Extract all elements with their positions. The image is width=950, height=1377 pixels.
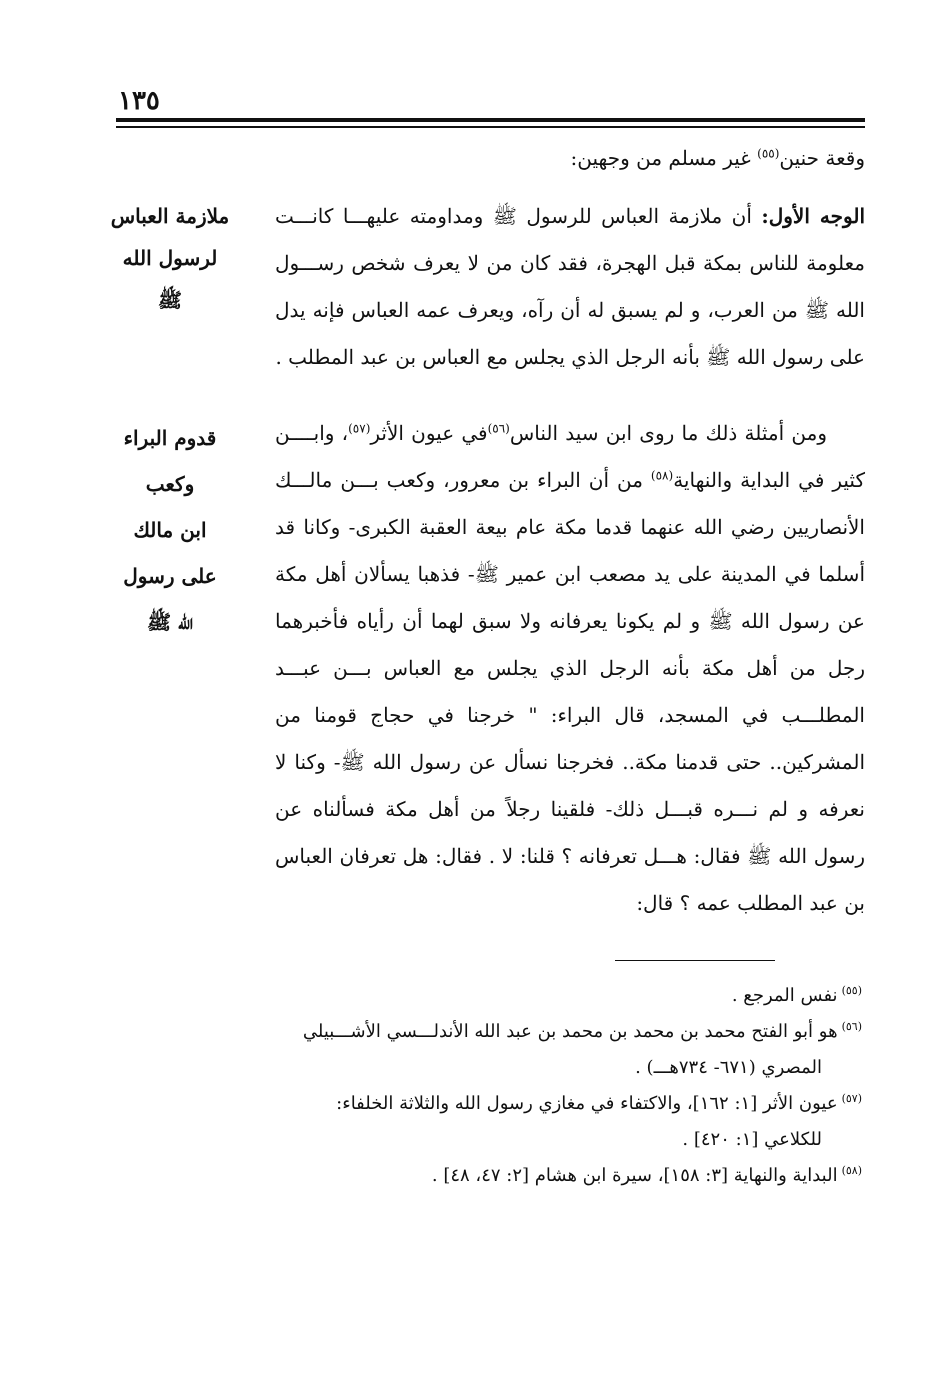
page-number: ١٣٥	[118, 86, 160, 116]
footnote-text: نفس المرجع .	[731, 985, 838, 1006]
intro-text: وقعة حنين	[779, 146, 865, 170]
paragraph-lead: الوجه الأول:	[761, 204, 865, 228]
margin-note-line: ملازمة العباس	[110, 204, 230, 228]
margin-note-line: وكعب	[145, 472, 195, 496]
footnote-57-continued: للكلاعي [١: ٤٢٠] .	[682, 1129, 822, 1150]
margin-note-line: الله ﷺ	[146, 610, 194, 634]
footnote-58	[272, 1158, 862, 1194]
footnote-mark: (٥٦)	[841, 1020, 862, 1033]
paragraph2-part1: ومن أمثلة ذلك ما روى ابن سيد الناس	[509, 421, 827, 445]
margin-note-line: ابن مالك	[133, 518, 207, 542]
footnote-text: البداية والنهاية [٣: ١٥٨]، سيرة ابن هشام [٢: ٤٧، ٤٨] .	[431, 1165, 838, 1186]
footnote-ref-58[interactable]: (٥٨)	[650, 468, 674, 483]
paragraph-examples	[275, 410, 865, 927]
margin-note-line: على رسول	[123, 564, 217, 588]
footnote-separator	[615, 960, 775, 961]
footnote-mark: (٥٥)	[841, 984, 862, 997]
footnotes	[272, 978, 862, 1194]
paragraph2-part4: من أن البراء بن معرور، وكعب بـــن مالـــك الأنصاريين رضي الله عنهما قدما مكة عام بيعة العقبة الكبرى- وكانا قد أسلما في المدينة على يد مصعب ابن عمير ﷺ- فذهبا يسألان أهل مكة عن رسول الله ﷺ و لم يكونا يعرفانه ولا سبق لهما أن رأياه فأخبرهما رجل من أهل مكة بأنه الرجل الذي يجلس مع العباس بـــن عبـــد المطلـــب في المسجد، قال البراء: " خرجنا في حجاج قومنا من المشركين.. حتى قدمنا مكة.. فخرجنا نسأل عن رسول الله ﷺ- وكنا لا نعرفه و لم نـــره قبـــل ذلك- فلقينا رجلاً من أهل مكة فسألناه عن رسول الله ﷺ فقال: هـــل تعرفانه ؟ قلنا: لا . فقال: هل تعرفان العباس بن عبد المطلب عمه ؟ قال:	[275, 468, 865, 915]
paragraph-first-aspect	[275, 193, 865, 381]
paragraph2-part2: في عيون الأثر	[370, 421, 488, 445]
margin-note-baraa-kaab	[105, 415, 235, 645]
margin-note-line: ﷺ	[157, 288, 183, 312]
margin-note-abbas	[105, 195, 235, 321]
footnote-ref-56[interactable]: (٥٦)	[487, 421, 510, 436]
footnote-ref-55[interactable]: (٥٥)	[757, 146, 780, 161]
paragraph1-text: أن ملازمة العباس للرسول ﷺ ومداومته عليهـــا كانـــت معلومة للناس بمكة قبل الهجرة، فقد كان من لا يعرف شخص رســـول الله ﷺ من العرب، و لم يسبق له أن رآه، ويعرف عمه العباس فإنه يدل على رسول الله ﷺ بأنه الرجل الذي يجلس مع العباس بن عبد المطلب .	[275, 204, 865, 369]
footnote-mark: (٥٧)	[841, 1092, 862, 1105]
footnote-55	[272, 978, 862, 1014]
paragraph2-part3: ، وابــــن كثير في البداية والنهاية	[275, 421, 865, 492]
header-rule-thick	[116, 118, 865, 122]
header-rule-thin	[116, 126, 865, 128]
margin-note-line: لرسول الله	[122, 246, 218, 270]
footnote-56-continued: المصري (٦٧١- ٧٣٤هـــ) .	[635, 1057, 822, 1078]
intro-rest: غير مسلم من وجهين:	[570, 146, 758, 170]
footnote-mark: (٥٨)	[841, 1164, 862, 1177]
footnote-text: عيون الأثر [١: ١٦٢]، والاكتفاء في مغازي رسول الله والثلاثة الخلفاء:	[336, 1093, 838, 1114]
margin-note-line: قدوم البراء	[123, 426, 217, 450]
footnote-ref-57[interactable]: (٥٧)	[348, 421, 371, 436]
footnote-56	[272, 1014, 862, 1050]
footnote-57	[272, 1086, 862, 1122]
intro-line	[275, 138, 865, 178]
footnote-text: هو أبو الفتح محمد بن محمد بن محمد بن عبد الله الأندلـــسي الأشـــبيلي	[302, 1021, 838, 1042]
